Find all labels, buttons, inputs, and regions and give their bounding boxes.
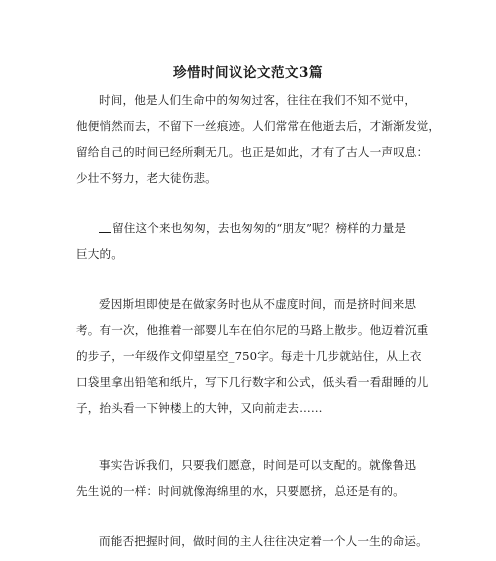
paragraph-line: 考。有一次，他推着一部婴儿车在伯尔尼的马路上散步。他迈着沉重 (76, 323, 429, 337)
paragraph-line: 巨大的。 (76, 247, 123, 261)
fill-in-blank (99, 220, 111, 233)
paragraph-line: 留给自己的时间已经所剩无几。也正是如此，才有了古人一声叹息： (76, 145, 429, 159)
paragraph-line: 的步子，一年级作文仰望星空_750字。每走十几步就站住，从上衣 (76, 349, 422, 363)
paragraph-2 (76, 215, 426, 267)
document-title: 珍惜时间议论文范文3篇 (173, 65, 323, 81)
paragraph-line: 少壮不努力，老大徒伤悲。 (76, 171, 217, 185)
paragraph-1 (76, 87, 441, 191)
paragraph-line: 爱因斯坦即使是在做家务时也从不虚度时间，而是挤时间来思 (99, 297, 417, 311)
paragraph-5 (76, 528, 426, 554)
paragraph-4 (76, 452, 426, 504)
paragraph-3 (76, 291, 429, 421)
paragraph-line: 先生说的一样：时间就像海绵里的水，只要愿挤，总还是有的。 (76, 484, 405, 498)
paragraph-line: 口袋里拿出铅笔和纸片，写下几行数字和公式，低头看一看甜睡的儿 (76, 375, 429, 389)
paragraph-line: 而能否把握时间，做时间的主人往往决定着一个人一生的命运。 (99, 534, 428, 548)
paragraph-line: 事实告诉我们，只要我们愿意，时间是可以支配的。就像鲁迅 (99, 458, 417, 472)
paragraph-line: 时间，他是人们生命中的匆匆过客，往往在我们不知不觉中， (99, 93, 417, 107)
paragraph-line: 子，抬头看一下钟楼上的大钟，又向前走去…… (76, 401, 323, 415)
paragraph-line-text: 留住这个来也匆匆，去也匆匆的“朋友”呢？榜样的力量是 (112, 221, 407, 235)
paragraph-line: 他便悄然而去，不留下一丝痕迹。人们常常在他逝去后，才渐渐发觉， (76, 119, 441, 133)
paragraph-line-with-blank (76, 215, 426, 241)
